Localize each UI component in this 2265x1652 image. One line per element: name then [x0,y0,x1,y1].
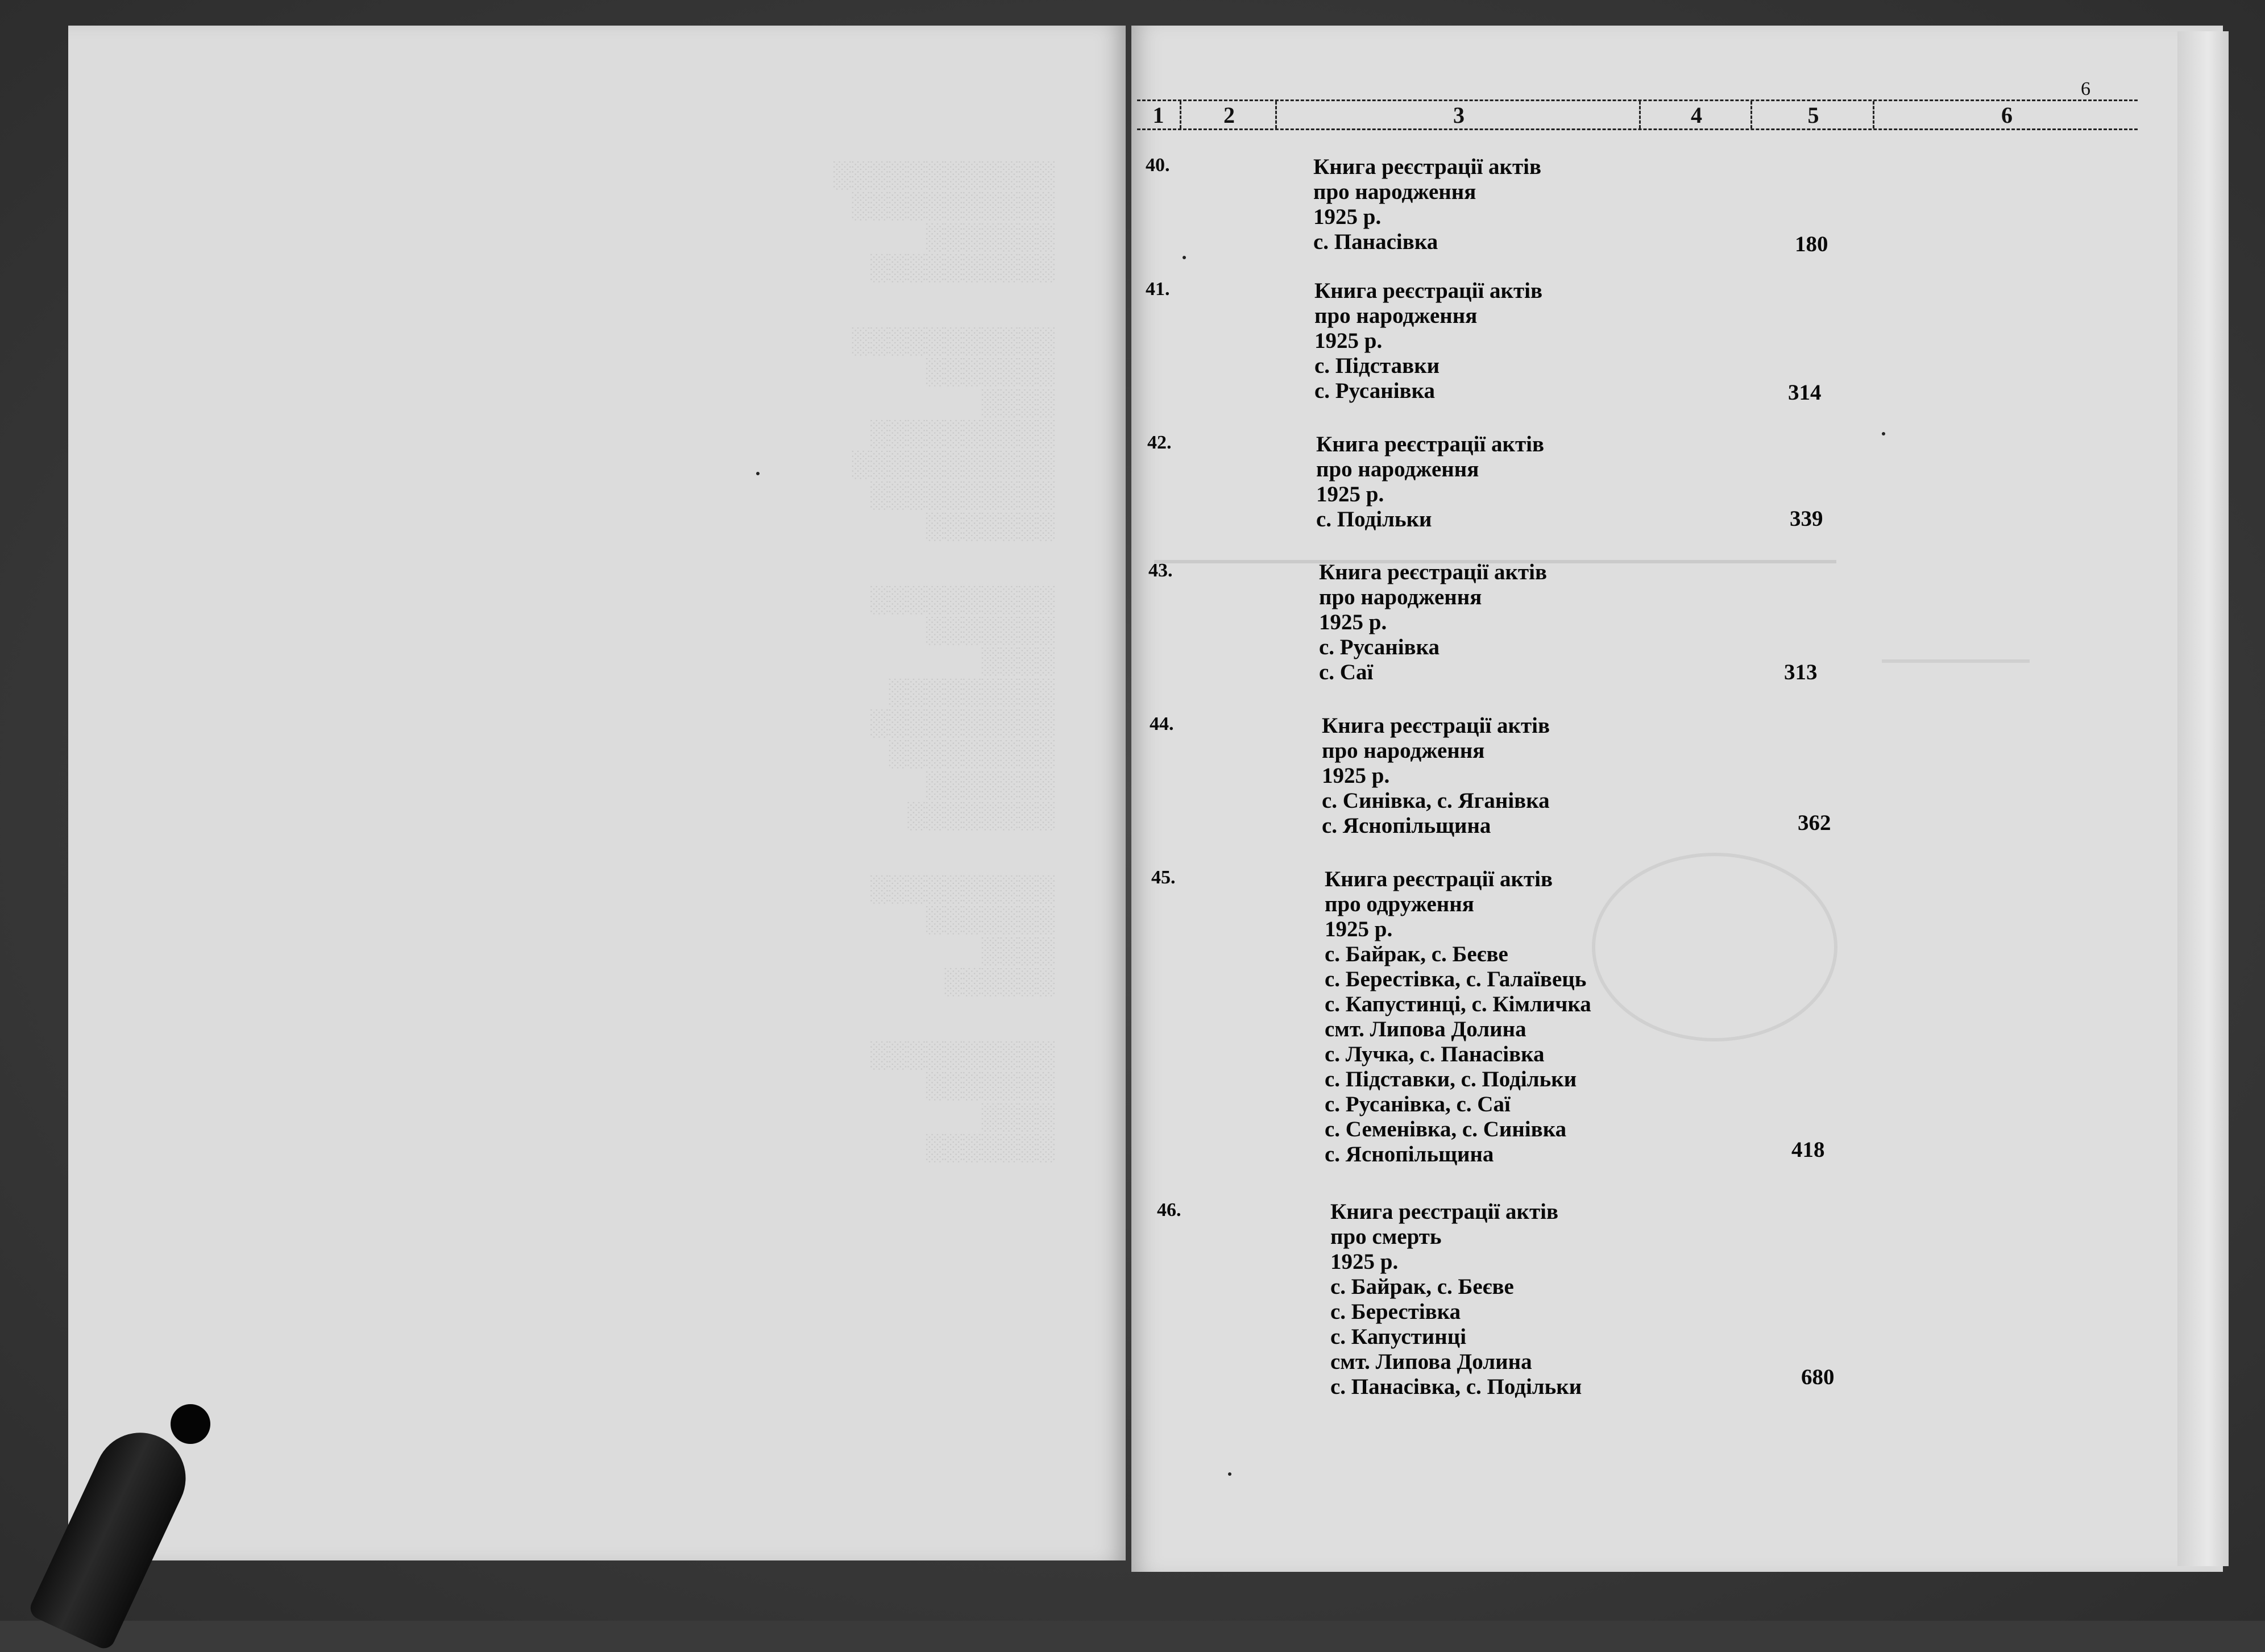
page-number: 6 [2081,78,2090,99]
entry-line: с. Підставки [1314,354,1440,378]
entry-description [1322,713,1550,839]
bleed-through-text [68,26,1126,1560]
entry-line: Книга реєстрації актів [1322,713,1550,738]
entry-line: с. Лучка, с. Панасівка [1325,1042,1545,1066]
entry-description [1325,867,1591,1167]
entry-number: 46. [1157,1199,1181,1221]
entry-line: 1925 р. [1316,482,1384,507]
entry-sheet-count: 418 [1791,1138,1825,1162]
column-header-6: 6 [1873,101,2139,128]
entry-description [1319,560,1547,685]
column-header-3: 3 [1275,101,1641,128]
page-stack-edge [2177,31,2229,1566]
entry-line: про смерть [1330,1225,1442,1249]
dust-speck [1882,432,1885,435]
left-page [68,26,1126,1560]
ghost-stamp [1592,853,1837,1041]
entry-line: с. Берестівка [1330,1300,1461,1324]
entry-number: 45. [1151,867,1176,888]
entry-number: 40. [1146,155,1170,176]
entry-line: Книга реєстрації актів [1319,560,1548,584]
entry-line: про народження [1322,738,1485,763]
entry-line: с. Семенівка, с. Синівка [1325,1117,1567,1142]
entry-line: с. Синівка, с. Яганівка [1322,788,1550,813]
entry-line: про народження [1314,304,1478,328]
entry-line: смт. Липова Долина [1330,1350,1532,1374]
entry-sheet-count: 680 [1801,1365,1835,1389]
entry-description [1314,279,1542,404]
entry-number: 43. [1148,560,1173,581]
entry-line: Книга реєстрації актів [1325,867,1553,891]
entry-description [1313,155,1541,255]
entry-line: с. Саї [1319,660,1374,684]
entry-line: Книга реєстрації актів [1313,155,1542,179]
entry-line: с. Байрак, с. Беєве [1325,942,1508,966]
entry-line: с. Яснопільщина [1325,1142,1494,1167]
entry-line: с. Капустинці [1330,1325,1467,1349]
right-page [1131,26,2223,1572]
entry-sheet-count: 339 [1790,507,1823,531]
entry-number: 44. [1150,713,1174,734]
entry-line: с. Русанівка [1314,379,1435,403]
column-header-2: 2 [1180,101,1277,128]
entry-line: с. Капустинці, с. Кімличка [1325,992,1591,1016]
entry-line: смт. Липова Долина [1325,1017,1526,1041]
entry-sheet-count: 313 [1784,660,1818,684]
column-header-row [1137,99,2138,130]
entry-line: с. Яснопільщина [1322,813,1491,838]
entry-line: 1925 р. [1313,205,1382,229]
entry-line: с. Берестівка, с. Галаївець [1325,967,1587,991]
entry-line: с. Панасівка [1313,230,1438,254]
entry-sheet-count: 362 [1798,811,1831,835]
dust-speck [1228,1472,1231,1476]
entry-line: с. Байрак, с. Беєве [1330,1275,1514,1299]
entry-line: 1925 р. [1319,610,1387,634]
entry-line: с. Подільки [1316,507,1432,532]
entry-line: Книга реєстрації актів [1316,432,1545,456]
column-header-5: 5 [1750,101,1874,128]
entry-sheet-count: 314 [1788,380,1822,405]
entry-line: Книга реєстрації актів [1330,1199,1559,1224]
entry-line: с. Русанівка, с. Саї [1325,1092,1511,1116]
entry-line: про одруження [1325,892,1474,916]
dust-speck [1183,256,1186,259]
entry-line: 1925 р. [1325,917,1393,941]
entry-line: про народження [1316,457,1479,482]
entry-line: 1925 р. [1314,329,1383,353]
bleed-through-column: ░░░░░░░░░░░░ ░░░░░░░░░░░ ░░░░░░░ ░░░░░░░░░░ ░░░░░░░░░░░ ░░░░░░░ ░░░░ ░░░░░░░░░░ ░░░░░░░░░░░ ░░░░░░░░░░ ░░░░░░░ ░░░░░░░░░░ ░░░░░░░ ░░░░ ░░░░░░░░░ ░░░░░░░░░░ ░░░░░░░░░ ░░░░░░░ ░░░░░░░░ ░░░░░░░░░░ ░░░░░░░ ░░░░ ░░░░░░ ░░░░░░░░░░ ░░░░░░░ ░░░░ ░░░░░░░ [832,160,1055,1161]
entry-line: с. Підставки, с. Подільки [1325,1067,1577,1091]
column-header-1: 1 [1152,102,1164,128]
entry-sheet-count: 180 [1795,232,1828,256]
column-header-4: 4 [1639,101,1752,128]
entry-description [1316,432,1544,532]
entry-description [1330,1199,1582,1400]
ghost-rule [1882,659,2030,686]
entry-line: 1925 р. [1330,1250,1399,1274]
entry-line: Книга реєстрації актів [1314,279,1543,303]
entry-line: про народження [1313,180,1476,204]
dust-speck [756,472,760,475]
pen-cap [171,1404,210,1444]
entry-line: про народження [1319,585,1482,609]
entry-number: 42. [1147,432,1172,453]
entry-line: с. Русанівка [1319,635,1440,659]
entry-line: 1925 р. [1322,763,1390,788]
entry-line: с. Панасівка, с. Подільки [1330,1375,1582,1399]
entry-number: 41. [1146,279,1170,300]
